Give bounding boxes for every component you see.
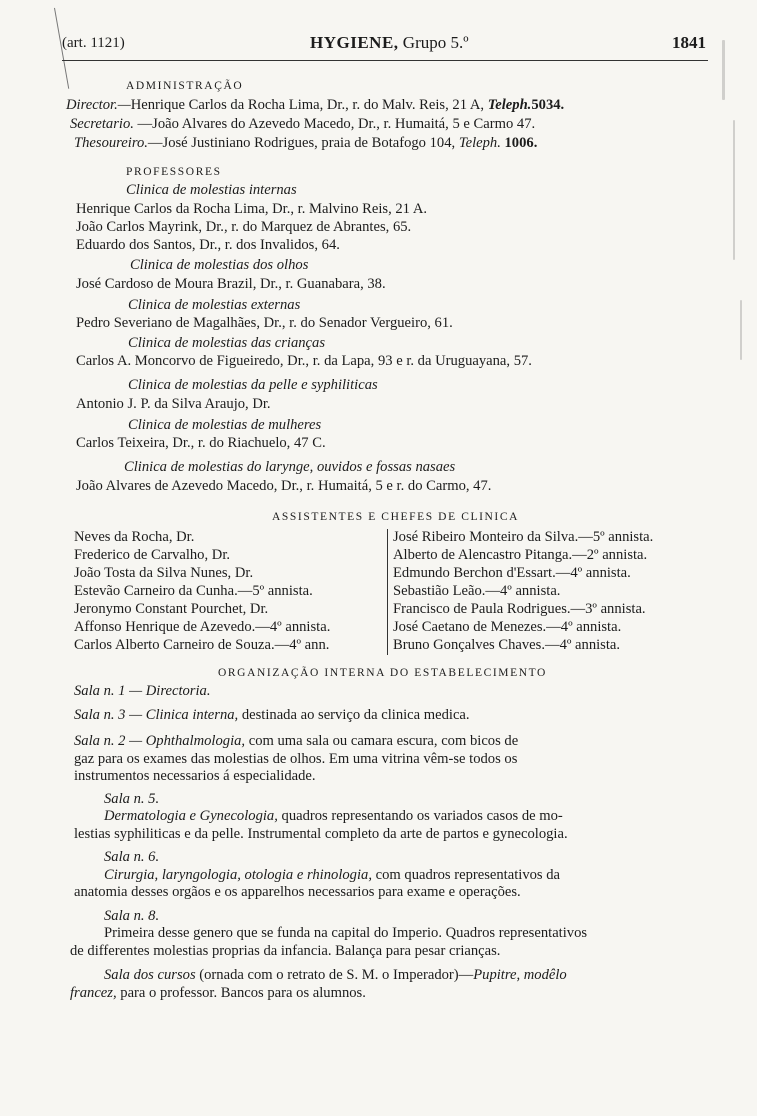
section-title-text: HYGIENE, [310, 33, 399, 52]
assistant-right: Edmundo Berchon d'Essart.—4º annista. [393, 565, 631, 581]
sala-label: Sala n. 3 — Clinica interna, [74, 707, 239, 723]
sala-text: gaz para os exames das molestias de olhos. Em uma vitrina vêm-se todos os [74, 751, 518, 767]
professor-line: Eduardo dos Santos, Dr., r. dos Invalidos, 64. [76, 237, 340, 253]
admin-line-secretario [70, 116, 535, 133]
sala-text: (ornada com o retrato de S. M. o Imperador)— [195, 967, 474, 983]
assistant-right: Alberto de Alencastro Pitanga.—2º annista. [393, 547, 648, 563]
professor-line: Carlos Teixeira, Dr., r. do Riachuelo, 47 C. [76, 435, 326, 451]
sala-line [74, 683, 210, 700]
header-rule [62, 60, 708, 61]
sala-line [74, 884, 521, 901]
sala-line [74, 768, 316, 785]
subject-heading: Clinica de molestias da pelle e syphiliticas [128, 377, 378, 393]
assistant-right: José Ribeiro Monteiro da Silva.—5º annista. [393, 529, 654, 545]
professor-line: Antonio J. P. da Silva Araujo, Dr. [76, 396, 271, 412]
article-number: (art. 1121) [62, 35, 125, 51]
subject-heading: Clinica de molestias das crianças [128, 335, 326, 351]
assistant-left: Frederico de Carvalho, Dr. [74, 547, 231, 563]
sala-label: Sala n. 8. [104, 908, 160, 924]
sala-line [74, 751, 517, 768]
sala-line [70, 943, 500, 960]
sala-line [104, 867, 560, 884]
admin-tel: 5034. [531, 97, 565, 113]
subject-heading: Clinica de molestias de mulheres [128, 417, 322, 433]
sala-line [104, 908, 159, 925]
subject-heading: Clinica de molestias do larynge, ouvidos e fossas nasaes [124, 459, 456, 475]
sala-text: de differentes molestias proprias da infancia. Balança para pesar crianças. [70, 943, 501, 959]
scan-noise [733, 120, 735, 260]
assistant-right: Sebastião Leão.—4º annista. [393, 583, 561, 599]
sala-label: Sala dos cursos [104, 967, 196, 983]
assistant-right: Bruno Gonçalves Chaves.—4º annista. [393, 637, 621, 653]
administracao-heading: ADMINISTRAÇÃO [126, 80, 244, 92]
assistant-left: Affonso Henrique de Azevedo.—4º annista. [74, 619, 331, 635]
sala-line [74, 707, 470, 724]
scan-noise [722, 40, 725, 100]
professor-line: João Carlos Mayrink, Dr., r. do Marquez de Abrantes, 65. [76, 219, 412, 235]
sala-label: Sala n. 5. [104, 791, 160, 807]
assistant-right: José Caetano de Menezes.—4º annista. [393, 619, 622, 635]
sala-label: Sala n. 1 — Directoria. [74, 683, 211, 699]
sala-text: para o professor. Bancos para os alumnos. [116, 985, 366, 1001]
admin-text: —José Justiniano Rodrigues, praia de Botafogo 104, [147, 135, 459, 151]
professor-line: João Alvares de Azevedo Macedo, Dr., r. Humaitá, 5 e r. do Carmo, 47. [76, 478, 492, 494]
sala-label: Sala n. 2 — Ophthalmologia, [74, 733, 246, 749]
subject-heading: Clinica de molestias externas [128, 297, 301, 313]
sala-text: destinada ao serviço da clinica medica. [238, 707, 470, 723]
organizacao-heading: ORGANIZAÇÃO INTERNA DO ESTABELECIMENTO [218, 667, 547, 679]
assistant-left: Jeronymo Constant Pourchet, Dr. [74, 601, 269, 617]
admin-role: Secretario. [70, 116, 134, 132]
sala-text: quadros representando os variados casos de mo- [277, 808, 563, 824]
scan-noise [740, 300, 742, 360]
admin-text: —João Alvares do Azevedo Macedo, Dr., r. Humaitá, 5 e Carmo 47. [133, 116, 536, 132]
sala-line [104, 967, 567, 984]
professor-line: Carlos A. Moncorvo de Figueiredo, Dr., r. da Lapa, 93 e r. da Uruguayana, 57. [76, 353, 532, 369]
subject-heading: Clinica de molestias dos olhos [130, 257, 309, 273]
sala-line [104, 791, 159, 808]
assistant-left: João Tosta da Silva Nunes, Dr. [74, 565, 254, 581]
sala-label: francez, [70, 985, 117, 1001]
sala-line [104, 925, 587, 942]
admin-tel: 1006. [504, 135, 538, 151]
assistant-left: Carlos Alberto Carneiro de Souza.—4º ann. [74, 637, 330, 653]
sala-line [74, 733, 518, 750]
sala-line [104, 808, 563, 825]
sala-line [104, 849, 159, 866]
assistant-left: Neves da Rocha, Dr. [74, 529, 195, 545]
sala-label: Pupitre, modêlo [473, 967, 567, 983]
sala-line [70, 985, 366, 1002]
sala-label: Cirurgia, laryngologia, otologia e rhinologia, [104, 867, 372, 883]
admin-text: Henrique Carlos da Rocha Lima, Dr., r. do Malv. Reis, 21 A, [130, 97, 488, 113]
professor-line: Henrique Carlos da Rocha Lima, Dr., r. Malvino Reis, 21 A. [76, 201, 428, 217]
sala-text: com quadros representativos da [371, 867, 561, 883]
assistentes-heading: ASSISTENTES E CHEFES DE CLINICA [272, 511, 520, 523]
sala-label: Dermatologia e Gynecologia, [104, 808, 278, 824]
professor-line: José Cardoso de Moura Brazil, Dr., r. Guanabara, 38. [76, 276, 386, 292]
professor-line: Pedro Severiano de Magalhães, Dr., r. do Senador Vergueiro, 61. [76, 315, 453, 331]
subject-heading: Clinica de molestias internas [126, 182, 297, 198]
professores-heading: PROFESSORES [126, 166, 222, 178]
assistant-right: Francisco de Paula Rodrigues.—3º annista. [393, 601, 646, 617]
group-label: Grupo 5.º [402, 33, 469, 52]
column-separator [387, 529, 388, 655]
admin-tel-label: Teleph. [487, 97, 532, 113]
admin-role: Thesoureiro. [74, 135, 148, 151]
sala-line [74, 826, 568, 843]
admin-line-thesoureiro [74, 135, 537, 152]
admin-tel-label: Teleph. [458, 135, 501, 151]
admin-role: Director.— [66, 97, 131, 113]
running-header [62, 33, 706, 59]
sala-label: Sala n. 6. [104, 849, 160, 865]
sala-text: Primeira desse genero que se funda na capital do Imperio. Quadros representativos [104, 925, 588, 941]
sala-text: instrumentos necessarios á especialidade. [74, 768, 316, 784]
section-title [310, 33, 469, 53]
sala-text: anatomia desses orgãos e os apparelhos necessarios para exame e operações. [74, 884, 521, 900]
sala-text: lestias syphiliticas e da pelle. Instrumental completo da arte de partos e gynecologia. [74, 826, 568, 842]
assistant-left: Estevão Carneiro da Cunha.—5º annista. [74, 583, 313, 599]
admin-line-director [66, 97, 564, 114]
sala-text: com uma sala ou camara escura, com bicos de [245, 733, 519, 749]
page-number: 1841 [672, 33, 706, 52]
